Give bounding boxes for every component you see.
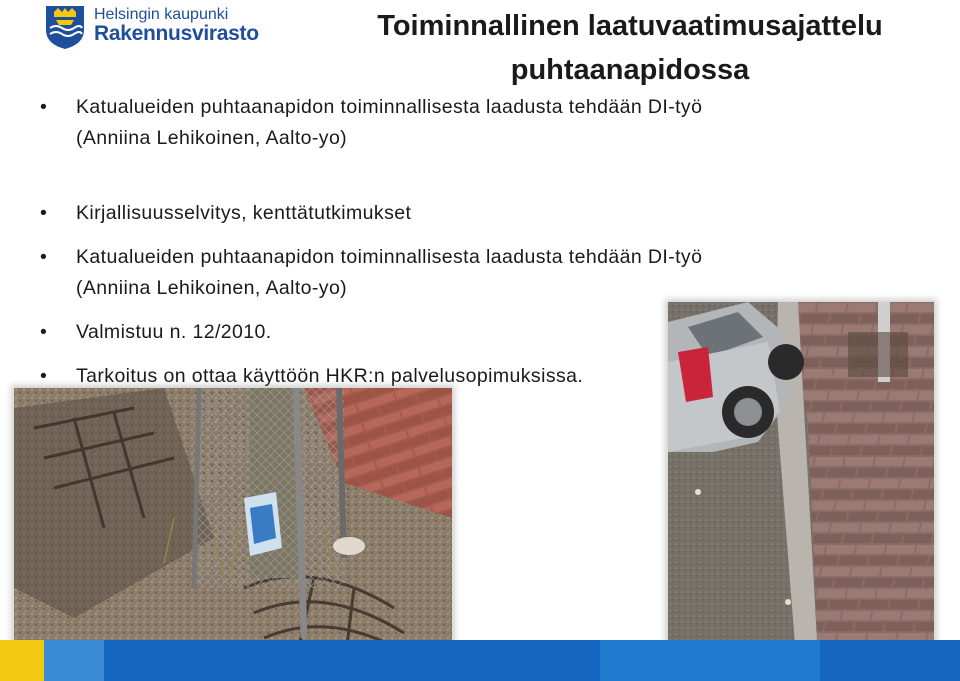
city-logo [44, 4, 294, 52]
title-line-2: puhtaanapidossa [510, 54, 750, 86]
slide-title [300, 4, 960, 92]
bullet-dot: • [40, 202, 48, 224]
bullet-text: Katualueiden puhtaanapidon toiminnallisesta laadusta tehdään DI-työ [76, 96, 703, 118]
bullet-text: Katualueiden puhtaanapidon toiminnallisesta laadusta tehdään DI-työ [76, 246, 703, 268]
bullet-item [40, 198, 940, 229]
bullet-item [40, 242, 940, 304]
photo-tree-grate [14, 388, 452, 670]
footer-band [0, 640, 960, 681]
helsinki-crest-icon [44, 4, 86, 50]
photo-parked-car [668, 302, 934, 658]
bullet-text: Valmistuu n. 12/2010. [76, 321, 272, 343]
logo-department-name: Rakennusvirasto [94, 22, 259, 45]
bullet-text-cont: (Anniina Lehikoinen, Aalto-yo) [76, 277, 348, 299]
bullet-text: Kirjallisuusselvitys, kenttätutkimukset [76, 202, 412, 224]
bullet-text: Tarkoitus on ottaa käyttöön HKR:n palvelusopimuksissa. [76, 365, 584, 387]
bullet-item [40, 92, 940, 154]
logo-city-name: Helsingin kaupunki [94, 6, 229, 23]
bullet-text-cont: (Anniina Lehikoinen, Aalto-yo) [76, 127, 348, 149]
bullet-dot: • [40, 321, 48, 343]
bullet-dot: • [40, 246, 48, 268]
title-line-1: Toiminnallinen laatuvaatimusajattelu [377, 10, 883, 42]
bullet-dot: • [40, 96, 48, 118]
bullet-dot: • [40, 365, 48, 387]
